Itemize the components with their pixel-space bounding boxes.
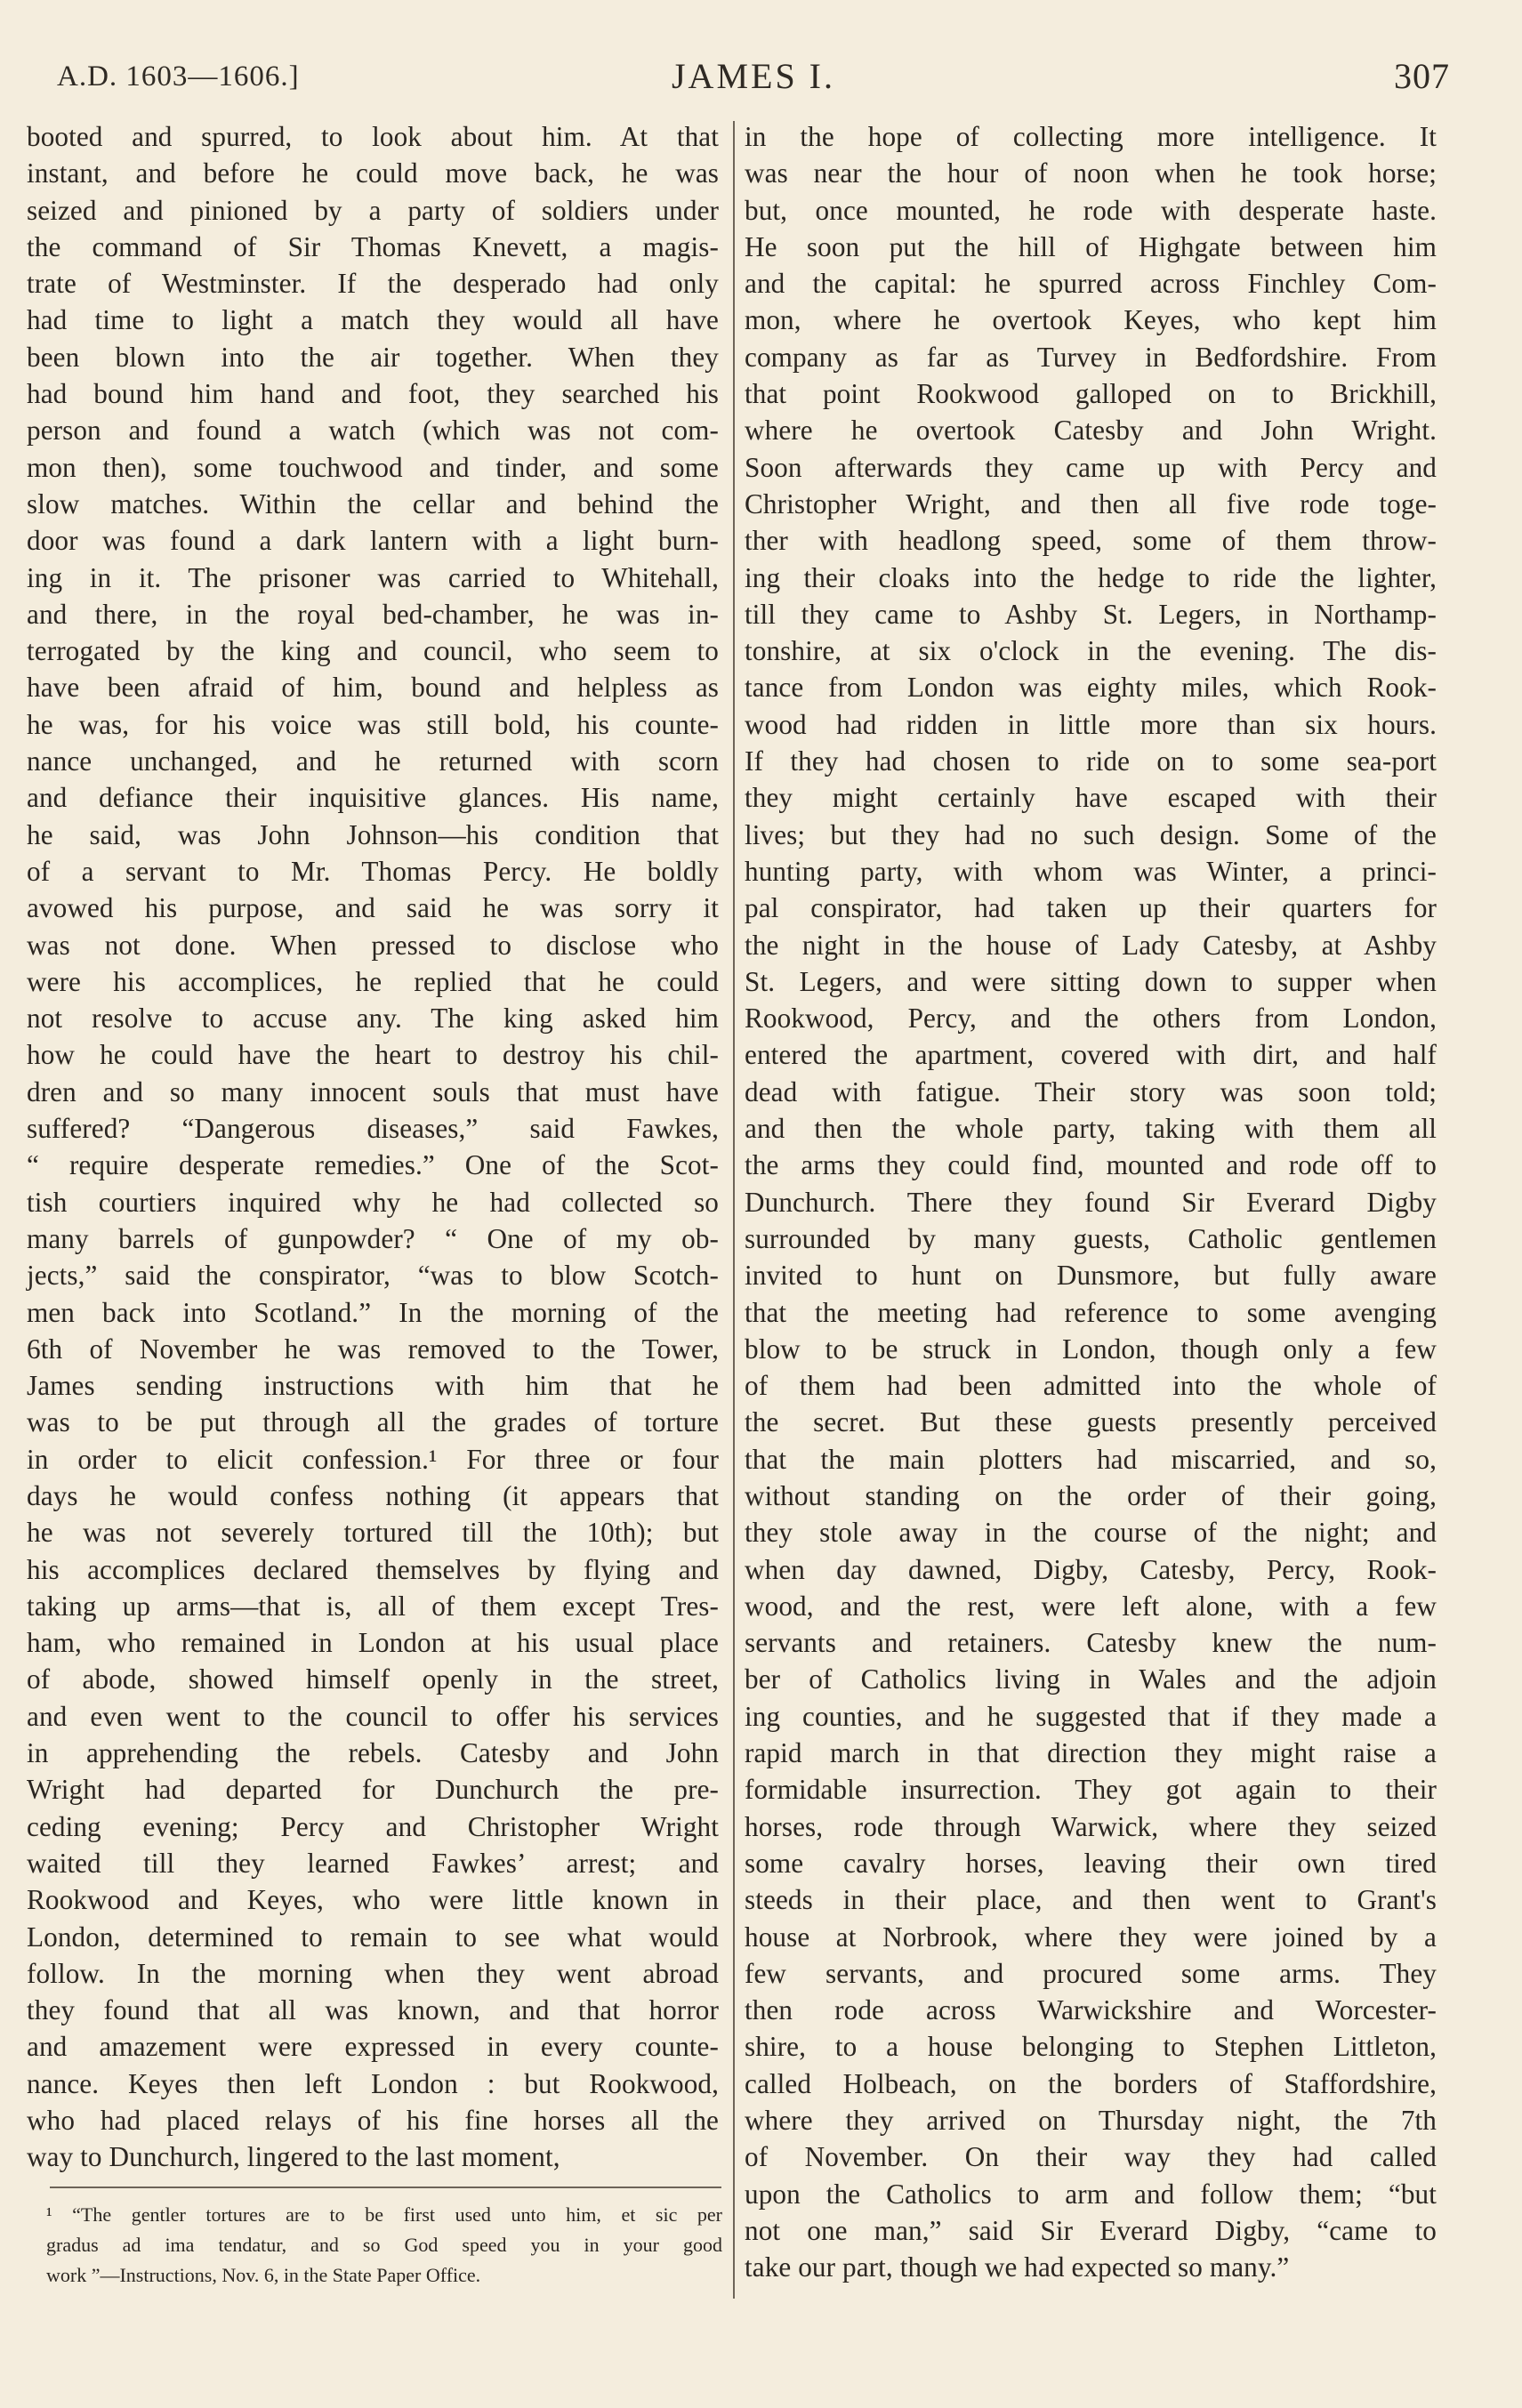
page-number: 307 — [1394, 56, 1450, 96]
text-line: the secret. But these guests presently perceived — [745, 1406, 1437, 1438]
text-line: ing their cloaks into the hedge to ride the lighter, — [745, 561, 1437, 593]
footnote-rule — [50, 2187, 721, 2188]
text-line: but, once mounted, he rode with desperate haste. — [745, 194, 1437, 226]
text-line: were his accomplices, he replied that he could — [27, 965, 719, 997]
text-line: dren and so many innocent souls that must have — [27, 1075, 719, 1107]
text-line: dead with fatigue. Their story was soon told; — [745, 1075, 1437, 1107]
text-line: tish courtiers inquired why he had collected so — [27, 1186, 719, 1218]
footnote-line: ¹ “The gentler tortures are to be first used unto him, et sic per — [46, 2203, 722, 2226]
text-line: of them had been admitted into the whole of — [745, 1370, 1437, 1402]
text-line: take our part, though we had expected so many.” — [745, 2251, 1290, 2283]
text-line: many barrels of gunpowder? “ One of my ob- — [27, 1222, 719, 1254]
text-line: entered the apartment, covered with dirt, and half — [745, 1039, 1437, 1071]
header-title: JAMES I. — [671, 56, 836, 96]
text-line: follow. In the morning when they went abroad — [27, 1957, 719, 1989]
text-line: servants and retainers. Catesby knew the num- — [745, 1627, 1437, 1659]
text-line: had time to light a match they would all have — [27, 304, 719, 336]
text-line: door was found a dark lantern with a light burn- — [27, 525, 719, 557]
text-line: then rode across Warwickshire and Worcester- — [745, 1994, 1437, 2026]
text-line: Soon afterwards they came up with Percy and — [745, 451, 1437, 483]
text-line: way to Dunchurch, lingered to the last moment, — [27, 2141, 560, 2173]
text-line: 6th of November he was removed to the Tower, — [27, 1333, 719, 1365]
footnote-line: gradus ad ima tendatur, and so God speed you in your good — [46, 2234, 722, 2256]
text-line: and amazement were expressed in every counte- — [27, 2031, 719, 2063]
text-line: had bound him hand and foot, they searched his — [27, 378, 719, 410]
text-line: men back into Scotland.” In the morning of the — [27, 1296, 719, 1328]
text-line: days he would confess nothing (it appears that — [27, 1479, 719, 1511]
text-line: tonshire, at six o'clock in the evening. The dis- — [745, 635, 1437, 667]
text-line: and there, in the royal bed-chamber, he was in- — [27, 598, 719, 630]
text-line: waited till they learned Fawkes’ arrest; and — [27, 1847, 719, 1879]
text-line: jects,” said the conspirator, “was to blow Scotch- — [27, 1260, 719, 1292]
text-line: of abode, showed himself openly in the street, — [27, 1663, 719, 1695]
text-line: shire, to a house belonging to Stephen Littleton, — [745, 2031, 1437, 2063]
text-line: was not done. When pressed to disclose who — [27, 929, 719, 961]
text-line: called Holbeach, on the borders of Staffordshire, — [745, 2067, 1437, 2099]
text-line: blow to be struck in London, though only a few — [745, 1333, 1437, 1365]
text-line: his accomplices declared themselves by flying and — [27, 1553, 719, 1585]
text-line: Rookwood and Keyes, who were little known in — [27, 1884, 719, 1916]
header-date-range: A.D. 1603—1606.] — [57, 60, 300, 93]
text-line: pal conspirator, had taken up their quarters for — [745, 892, 1437, 924]
text-line: ing counties, and he suggested that if they made a — [745, 1700, 1437, 1732]
text-line: ing in it. The prisoner was carried to Whitehall, — [27, 561, 719, 593]
text-line: invited to hunt on Dunsmore, but fully aware — [745, 1260, 1437, 1292]
text-line: till they came to Ashby St. Legers, in Northamp- — [745, 598, 1437, 630]
text-line: formidable insurrection. They got again to their — [745, 1774, 1437, 1806]
right-text-column — [745, 118, 1437, 2286]
footnote-line: work ”—Instructions, Nov. 6, in the State Paper Office. — [46, 2264, 481, 2286]
text-line: hunting party, with whom was Winter, a princi- — [745, 855, 1437, 887]
text-line: have been afraid of him, bound and helpless as — [27, 672, 719, 704]
text-line: He soon put the hill of Highgate between him — [745, 230, 1437, 262]
text-line: seized and pinioned by a party of soldiers under — [27, 194, 719, 226]
text-line: wood had ridden in little more than six hours. — [745, 708, 1437, 740]
text-line: when day dawned, Digby, Catesby, Percy, Rook- — [745, 1553, 1437, 1585]
column-divider — [733, 121, 735, 2299]
footnote — [46, 2200, 722, 2291]
text-line: nance. Keyes then left London : but Rookwood, — [27, 2067, 719, 2099]
text-line: and defiance their inquisitive glances. His name, — [27, 782, 719, 814]
text-line: not one man,” said Sir Everard Digby, “came to — [745, 2214, 1437, 2246]
text-line: slow matches. Within the cellar and behind the — [27, 487, 719, 519]
text-line: was to be put through all the grades of torture — [27, 1406, 719, 1438]
text-line: that point Rookwood galloped on to Brickhill, — [745, 378, 1437, 410]
text-line: where they arrived on Thursday night, the 7th — [745, 2105, 1437, 2137]
text-line: St. Legers, and were sitting down to supper when — [745, 965, 1437, 997]
text-line: that the meeting had reference to some avenging — [745, 1296, 1437, 1328]
text-line: Wright had departed for Dunchurch the pre- — [27, 1774, 719, 1806]
running-header — [57, 55, 1450, 100]
text-line: in order to elicit confession.¹ For three or four — [27, 1443, 719, 1475]
text-line: terrogated by the king and council, who seem to — [27, 635, 719, 667]
text-line: and even went to the council to offer his services — [27, 1700, 719, 1732]
text-line: trate of Westminster. If the desperado had only — [27, 268, 719, 300]
text-line: they might certainly have escaped with their — [745, 782, 1437, 814]
text-line: the command of Sir Thomas Knevett, a magis- — [27, 230, 719, 262]
text-line: of a servant to Mr. Thomas Percy. He boldly — [27, 855, 719, 887]
text-line: lives; but they had no such design. Some of the — [745, 818, 1437, 850]
text-line: that the main plotters had miscarried, and so, — [745, 1443, 1437, 1475]
text-line: person and found a watch (which was not com- — [27, 415, 719, 447]
text-line: James sending instructions with him that he — [27, 1370, 719, 1402]
text-line: the night in the house of Lady Catesby, at Ashby — [745, 929, 1437, 961]
text-line: Christopher Wright, and then all five rode toge- — [745, 487, 1437, 519]
text-line: booted and spurred, to look about him. At that — [27, 121, 719, 152]
text-line: ham, who remained in London at his usual place — [27, 1627, 719, 1659]
text-line: was near the hour of noon when he took horse; — [745, 157, 1437, 189]
text-line: not resolve to accuse any. The king asked him — [27, 1003, 719, 1035]
text-line: ceding evening; Percy and Christopher Wright — [27, 1810, 719, 1842]
text-line: in apprehending the rebels. Catesby and John — [27, 1737, 719, 1769]
text-line: they found that all was known, and that horror — [27, 1994, 719, 2026]
text-line: surrounded by many guests, Catholic gentlemen — [745, 1222, 1437, 1254]
left-text-column — [27, 118, 719, 2176]
text-line: he said, was John Johnson—his condition that — [27, 818, 719, 850]
text-line: where he overtook Catesby and John Wright. — [745, 415, 1437, 447]
text-line: some cavalry horses, leaving their own tired — [745, 1847, 1437, 1879]
text-line: London, determined to remain to see what would — [27, 1921, 719, 1953]
text-line: without standing on the order of their going, — [745, 1479, 1437, 1511]
text-line: instant, and before he could move back, he was — [27, 157, 719, 189]
text-line: horses, rode through Warwick, where they seized — [745, 1810, 1437, 1842]
text-line: mon then), some touchwood and tinder, and some — [27, 451, 719, 483]
text-line: Rookwood, Percy, and the others from London, — [745, 1003, 1437, 1035]
text-line: few servants, and procured some arms. They — [745, 1957, 1437, 1989]
text-line: they stole away in the course of the night; and — [745, 1517, 1437, 1549]
text-line: he was not severely tortured till the 10th); but — [27, 1517, 719, 1549]
text-line: of November. On their way they had called — [745, 2141, 1437, 2173]
text-line: who had placed relays of his fine horses all the — [27, 2105, 719, 2137]
text-line: the arms they could find, mounted and rode off to — [745, 1149, 1437, 1181]
text-line: Dunchurch. There they found Sir Everard Digby — [745, 1186, 1437, 1218]
text-line: upon the Catholics to arm and follow them; “but — [745, 2178, 1437, 2210]
text-line: in the hope of collecting more intelligence. It — [745, 121, 1437, 152]
text-line: avowed his purpose, and said he was sorry it — [27, 892, 719, 924]
text-line: steeds in their place, and then went to Grant's — [745, 1884, 1437, 1916]
text-line: how he could have the heart to destroy his chil- — [27, 1039, 719, 1071]
text-line: house at Norbrook, where they were joined by a — [745, 1921, 1437, 1953]
text-line: wood, and the rest, were left alone, with a few — [745, 1590, 1437, 1622]
text-line: taking up arms—that is, all of them except Tres- — [27, 1590, 719, 1622]
text-line: ber of Catholics living in Wales and the adjoin — [745, 1663, 1437, 1695]
text-line: he was, for his voice was still bold, his counte- — [27, 708, 719, 740]
text-line: been blown into the air together. When they — [27, 341, 719, 373]
text-line: If they had chosen to ride on to some sea-port — [745, 745, 1437, 777]
text-line: “ require desperate remedies.” One of the Scot- — [27, 1149, 719, 1181]
text-line: ther with headlong speed, some of them throw- — [745, 525, 1437, 557]
text-line: tance from London was eighty miles, which Rook- — [745, 672, 1437, 704]
text-line: rapid march in that direction they might raise a — [745, 1737, 1437, 1769]
text-line: suffered? “Dangerous diseases,” said Fawkes, — [27, 1113, 719, 1145]
text-line: company as far as Turvey in Bedfordshire. From — [745, 341, 1437, 373]
text-line: nance unchanged, and he returned with scorn — [27, 745, 719, 777]
text-line: mon, where he overtook Keyes, who kept him — [745, 304, 1437, 336]
text-line: and the capital: he spurred across Finchley Com- — [745, 268, 1437, 300]
text-line: and then the whole party, taking with them all — [745, 1113, 1437, 1145]
